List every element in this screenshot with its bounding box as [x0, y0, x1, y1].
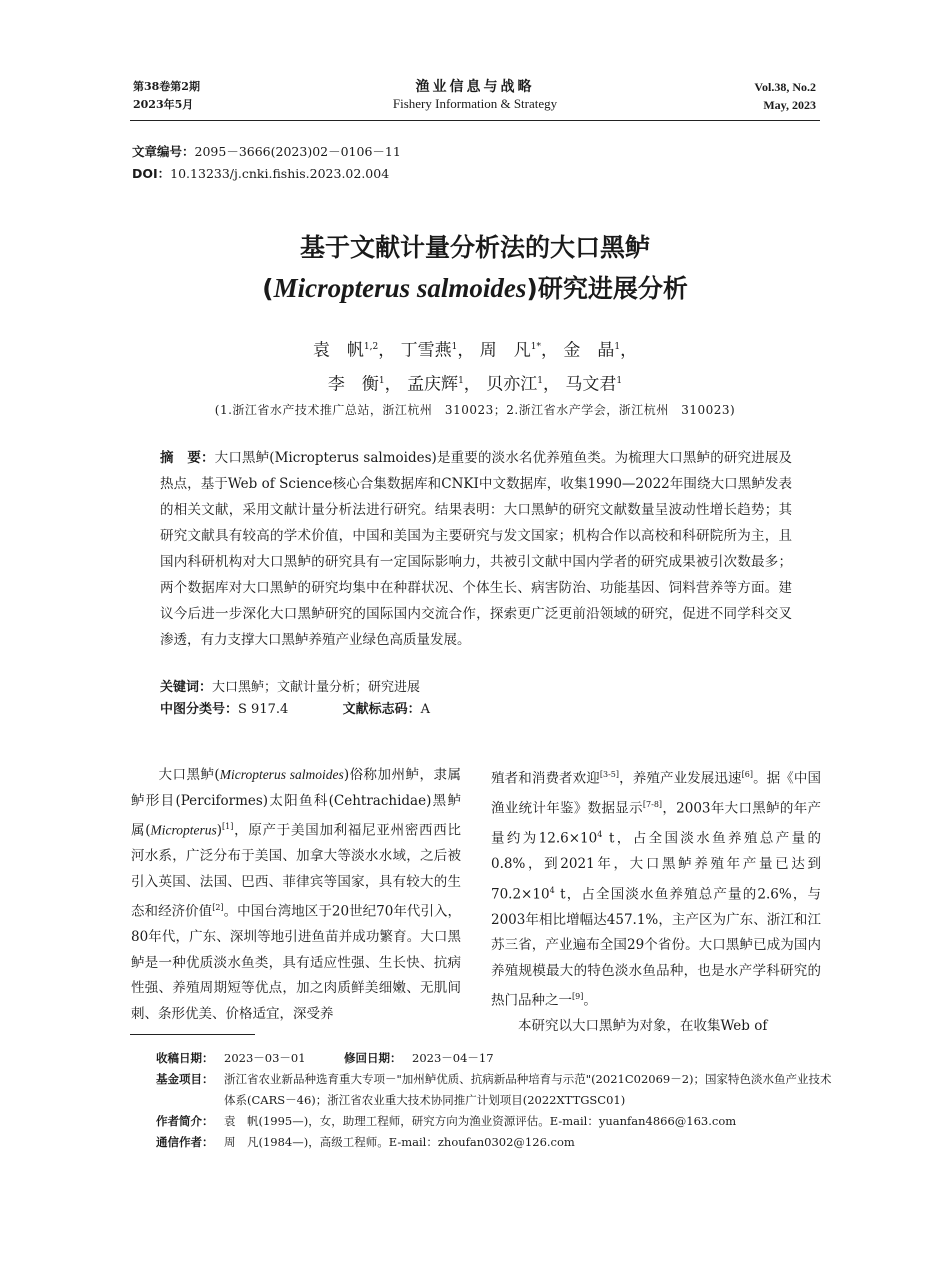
- abstract-label: 摘 要：: [160, 450, 215, 466]
- clc-value: S 917.4: [238, 702, 289, 717]
- author-affil-sup: 1: [458, 375, 464, 386]
- title-paren-open: (: [262, 274, 274, 303]
- volume-issue: 第38卷第2期: [133, 80, 200, 93]
- exponent: 4: [549, 885, 555, 895]
- abstract: [160, 445, 792, 653]
- body-text: 。: [583, 992, 597, 1009]
- footnotes: [156, 1048, 836, 1153]
- received-label: 收稿日期：: [156, 1051, 214, 1065]
- volume-issue-en: Vol.38, No.2: [754, 80, 816, 94]
- author-line-2: 李 衡$^1$， 孟庆辉$^1$， 贝亦江$^1$， 马文君$^1$: [327, 374, 623, 395]
- author-affil-sup: 1: [614, 342, 621, 352]
- keywords: [160, 677, 792, 699]
- abstract-text: 大口黑鲈(Micropterus salmoides)是重要的淡水名优养殖鱼类。为梳理大口黑鲈的研究进展及热点，基于Web of Science核心合集数据库和CNKI中文数据库，收集1990—2022年围绕大口黑鲈发表的相关文献，采用文献计量分析法进行研究。结果表明：大口黑鲈的研究文献数量呈波动性增长趋势；其研究文献具有较高的学术价值，中国和美国为主要研究与发文国家；机构合作以高校和科研院所为主，且国内科研机构对大口黑鲈的研究具有一定国际影响力，共被引文献中国内学者的研究成果被引次数最多；两个数据库对大口黑鲈的研究均集中在种群状况、个体生长、病害防治、功能基因、饲料营养等方面。建议今后进一步深化大口黑鲈研究的国际国内交流合作，探索更广泛更前沿领域的研究，促进不同学科交叉渗透，有力支撑大口黑鲈养殖产业绿色高质量发展。: [160, 450, 793, 648]
- clc-label: 中图分类号：: [160, 702, 239, 717]
- title-latin-name: Micropterus salmoides: [273, 273, 527, 303]
- author: 金 晶: [563, 340, 615, 361]
- article-number-label: 文章编号：: [132, 144, 195, 159]
- author-affil-sup: 1: [616, 375, 623, 386]
- publish-date: 2023年5月: [133, 98, 194, 111]
- fund-text: 浙江省农业新品种选育重大专项－"加州鲈优质、抗病新品种培育与示范"(2021C02069－2)；国家特色淡水鱼产业技术体系(CARS－46)；浙江省农业重大技术协同推广计划项目(2022XTTGSC01): [224, 1072, 832, 1107]
- latin-name: Micropterus salmoides: [219, 767, 344, 782]
- paper-title: [100, 228, 850, 309]
- citation-ref: [9]: [572, 992, 584, 1001]
- body-text: ，养殖产业发展迅速: [619, 770, 742, 787]
- author-affil-sup: 1: [378, 375, 385, 386]
- body-text: 大口黑鲈(: [158, 767, 220, 783]
- author-line-1: 袁 帆$^{1,2}$， 丁雪燕$^1$， 周 凡$^{1*}$， 金 晶$^1$，: [312, 340, 638, 361]
- author: 孟庆辉: [407, 374, 459, 395]
- body-text: 殖者和消费者欢迎: [491, 770, 600, 787]
- author: 袁 帆: [312, 340, 364, 361]
- title-line-1: 基于文献计量分析法的大口黑鲈: [299, 233, 650, 262]
- body-text: ，2003年大口黑鲈的年产量约为12.6×10: [491, 800, 822, 847]
- author-list: [100, 332, 850, 399]
- keywords-label: 关键词：: [160, 680, 213, 695]
- author: 马文君: [565, 374, 617, 395]
- author-affil-sup: 1: [451, 342, 458, 352]
- received-date: 2023－03－01: [224, 1051, 306, 1065]
- revised-date: 2023－04－17: [412, 1051, 494, 1065]
- corresponding-row: [156, 1132, 836, 1153]
- journal-title-en: Fishery Information & Strategy: [392, 96, 558, 111]
- latin-name: Micropterus: [150, 822, 217, 838]
- corresponding-label: 通信作者：: [156, 1135, 214, 1149]
- author-bio-label: 作者简介：: [156, 1114, 214, 1128]
- doi-label: DOI：: [132, 166, 171, 181]
- author-affil-sup: 1,2: [363, 342, 379, 352]
- doi-value: 10.13233/j.cnki.fishis.2023.02.004: [170, 166, 390, 181]
- citation-ref: [2]: [212, 903, 224, 912]
- body-text: ，原产于美国加利福尼亚州密西西比河水系，广泛分布于美国、加拿大等淡水水域，之后被引入英国、法国、巴西、菲律宾等国家，具有较大的生态和经济价值: [131, 822, 461, 920]
- author-affil-sup: 1*: [530, 342, 541, 352]
- citation-ref: [3-5]: [599, 770, 620, 779]
- corresponding-text: 周 凡(1984—)，高级工程师。E-mail：zhoufan0302@126.com: [224, 1135, 575, 1149]
- body-text: 。中国台湾地区于20世纪70年代引入，80年代，广东、深圳等地引进鱼苗并成功繁育。大口黑鲈是一种优质淡水鱼类，具有适应性强、生长快、抗病性强、养殖周期短等优点，加之肉质鲜美细嫩、无肌间刺、条形优美、价格适宜，深受养: [131, 903, 462, 1022]
- citation-ref: [7-8]: [642, 800, 663, 809]
- author: 周 凡: [479, 340, 531, 361]
- body-text: )俗称加州鲈，隶属鲈形目(Perciformes)太阳鱼科(Cehtrachidae)黑鲈属(: [131, 767, 461, 839]
- author: 丁雪燕: [400, 340, 452, 361]
- body-text: t，占全国淡水鱼养殖总产量的0.8%，到2021年，大口黑鲈养殖年产量已达到70.2×10: [491, 830, 821, 902]
- author-affil-sup: 1: [537, 375, 543, 386]
- citation-ref: [1]: [222, 822, 234, 831]
- footnote-rule: [130, 1034, 255, 1035]
- keywords-text: 大口黑鲈；文献计量分析；研究进展: [212, 680, 421, 695]
- doc-code-value: A: [420, 702, 430, 717]
- header-right: [754, 78, 816, 114]
- body-column-2: [491, 762, 821, 1040]
- body-column-1: [131, 762, 461, 1027]
- doc-code-label: 文献标志码：: [342, 702, 421, 717]
- article-number: [132, 141, 401, 163]
- citation-ref: [6]: [741, 770, 753, 779]
- classification: [160, 699, 792, 721]
- doi: [132, 163, 389, 185]
- dates-row: [156, 1048, 836, 1069]
- body-text: 。据《中国渔业统计年鉴》数据显示: [491, 770, 822, 817]
- author: 李 衡: [327, 374, 379, 395]
- body-text: ): [216, 822, 223, 839]
- author: 贝亦江: [486, 374, 538, 395]
- author-bio-text: 袁 帆(1995—)，女，助理工程师，研究方向为渔业资源评估。E-mail：yuanfan4866@163.com: [224, 1114, 737, 1128]
- header-left: [133, 78, 200, 114]
- body-text: 本研究以大口黑鲈为对象，在收集Web of: [518, 1018, 768, 1034]
- publish-date-en: May, 2023: [763, 98, 816, 112]
- title-line-2: [100, 268, 850, 309]
- article-number-value: 2095－3666(2023)02－0106－11: [194, 144, 401, 159]
- exponent: 4: [597, 830, 603, 839]
- fund-label: 基金项目：: [156, 1072, 214, 1086]
- header-rule: [130, 120, 820, 121]
- journal-title-cn: 渔业信息与战略: [415, 79, 535, 95]
- author-bio-row: [156, 1111, 836, 1132]
- title-suffix: )研究进展分析: [526, 274, 688, 303]
- revised-label: 修回日期：: [344, 1051, 402, 1065]
- body-text: t，占全国淡水鱼养殖总产量的2.6%，与2003年相比增幅达457.1%，主产区为广东、浙江和江苏三省，产业遍布全国29个省份。大口黑鲈已成为国内养殖规模最大的特色淡水鱼品种，也是水产学科研究的热门品种之一: [491, 886, 821, 1009]
- affiliations: (1.浙江省水产技术推广总站，浙江杭州 310023；2.浙江省水产学会，浙江杭州 310023): [214, 403, 736, 417]
- fund-row: [156, 1069, 836, 1111]
